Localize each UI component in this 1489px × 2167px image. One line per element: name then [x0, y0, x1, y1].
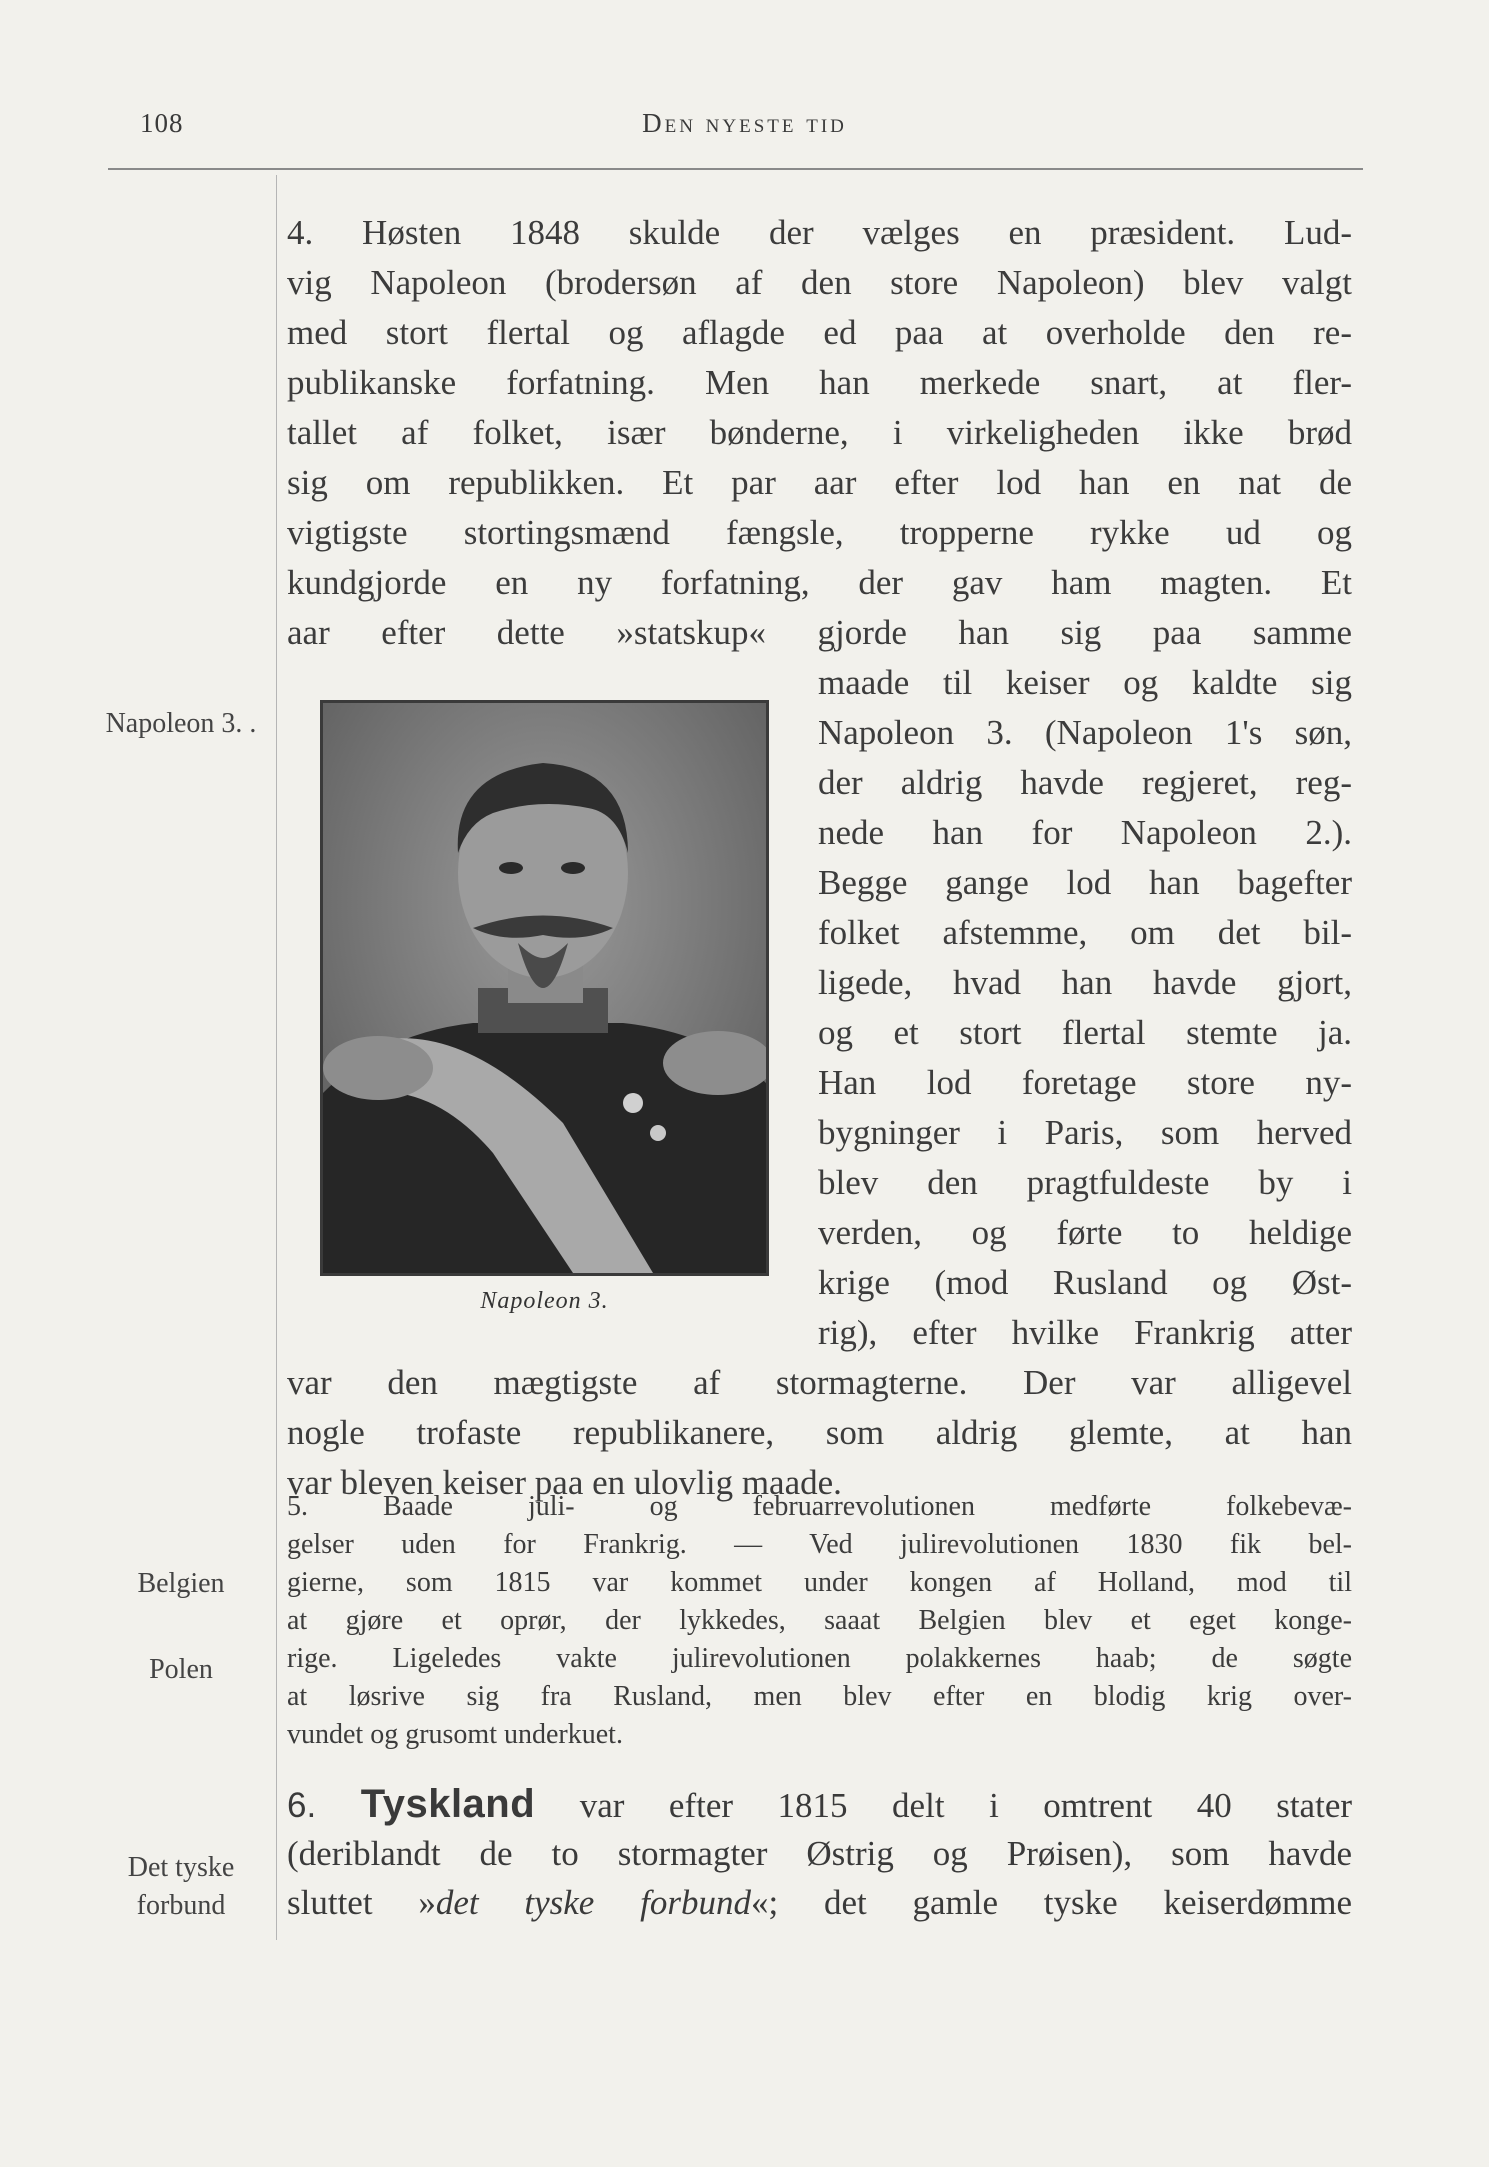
text-fragment: «; det gamle tyske keiserdømme [750, 1883, 1352, 1922]
text-line: bygninger i Paris, som herved [818, 1113, 1352, 1152]
text-line: vig Napoleon (brodersøn af den store Napoleon) blev valgt [287, 263, 1352, 302]
text-line: verden, og førte to heldige [818, 1213, 1352, 1252]
paragraph-6 [287, 1780, 1352, 1927]
text-fragment: var efter 1815 delt i omtrent 40 stater [579, 1786, 1352, 1825]
text-line: gelser uden for Frankrig. — Ved julirevolutionen 1830 fik bel- [287, 1529, 1352, 1560]
text-line [287, 1878, 1352, 1927]
text-line: var bleven keiser paa en ulovlig maade. [287, 1463, 842, 1502]
text-line: sig om republikken. Et par aar efter lod han en nat de [287, 463, 1352, 502]
side-note-tyske-forbund-1: Det tyske [127, 1852, 235, 1883]
margin-divider [276, 175, 277, 1940]
portrait-image-icon [323, 703, 766, 1273]
text-line: blev den pragtfuldeste by i [818, 1163, 1352, 1202]
text-line: var den mægtigste af stormagterne. Der var alligevel [287, 1363, 1352, 1402]
text-line: 5. Baade juli- og februarrevolutionen medførte folkebevæ- [287, 1491, 1352, 1522]
side-note-belgien: Belgien [137, 1568, 225, 1599]
text-line: folket afstemme, om det bil- [818, 913, 1352, 952]
text-line: med stort flertal og aflagde ed paa at overholde den re- [287, 313, 1352, 352]
text-line: der aldrig havde regjeret, reg- [818, 763, 1352, 802]
header-divider [108, 168, 1363, 170]
text-line: nede han for Napoleon 2.). [818, 813, 1352, 852]
italic-term: det tyske forbund [435, 1883, 751, 1922]
text-line: 4. Høsten 1848 skulde der vælges en præsident. Lud- [287, 213, 1352, 252]
text-line: Napoleon 3. (Napoleon 1's søn, [818, 713, 1352, 752]
text-line: Han lod foretage store ny- [818, 1063, 1352, 1102]
paragraph-5 [287, 1488, 1352, 1754]
text-line: at løsrive sig fra Rusland, men blev efter en blodig krig over- [287, 1681, 1352, 1712]
text-line: og et stort flertal stemte ja. [818, 1013, 1352, 1052]
text-line: kundgjorde en ny forfatning, der gav ham magten. Et [287, 563, 1352, 602]
text-line [287, 1780, 1352, 1829]
side-note-napoleon: Napoleon 3. . [105, 708, 257, 739]
text-line: publikanske forfatning. Men han merkede snart, at fler- [287, 363, 1352, 402]
text-line: vundet og grusomt underkuet. [287, 1719, 623, 1750]
paragraph-4-wrap [818, 658, 1352, 1358]
paragraph-4 [287, 208, 1352, 658]
keyword-tyskland: Tyskland [360, 1782, 536, 1826]
text-line: maade til keiser og kaldte sig [818, 663, 1352, 702]
portrait-napoleon-3 [320, 700, 769, 1276]
text-line: at gjøre et oprør, der lykkedes, saaat Belgien blev et eget konge- [287, 1605, 1352, 1636]
portrait-caption: Napoleon 3. [480, 1288, 609, 1314]
text-line: rige. Ligeledes vakte julirevolutionen polakkernes haab; de søgte [287, 1643, 1352, 1674]
text-line: vigtigste stortingsmænd fængsle, tropperne rykke ud og [287, 513, 1352, 552]
side-note-tyske-forbund-2: forbund [136, 1890, 226, 1921]
text-line: nogle trofaste republikanere, som aldrig glemte, at han [287, 1413, 1352, 1452]
page-number: 108 [140, 108, 184, 138]
text-line: rig), efter hvilke Frankrig atter [818, 1313, 1352, 1352]
text-line: krige (mod Rusland og Øst- [818, 1263, 1352, 1302]
text-line: tallet af folket, især bønderne, i virkeligheden ikke brød [287, 413, 1352, 452]
paragraph-number: 6. [287, 1786, 317, 1825]
text-fragment: sluttet » [287, 1883, 436, 1922]
running-title: Den nyeste tid [642, 108, 847, 138]
text-line: aar efter dette »statskup« gjorde han sig paa samme [287, 613, 1352, 652]
text-line: ligede, hvad han havde gjort, [818, 963, 1352, 1002]
text-line: gierne, som 1815 var kommet under kongen af Holland, mod til [287, 1567, 1352, 1598]
text-line: Begge gange lod han bagefter [818, 863, 1352, 902]
text-line: (deriblandt de to stormagter Østrig og Prøisen), som havde [287, 1834, 1352, 1873]
paragraph-4-tail [287, 1358, 1352, 1508]
side-note-polen: Polen [149, 1654, 213, 1685]
